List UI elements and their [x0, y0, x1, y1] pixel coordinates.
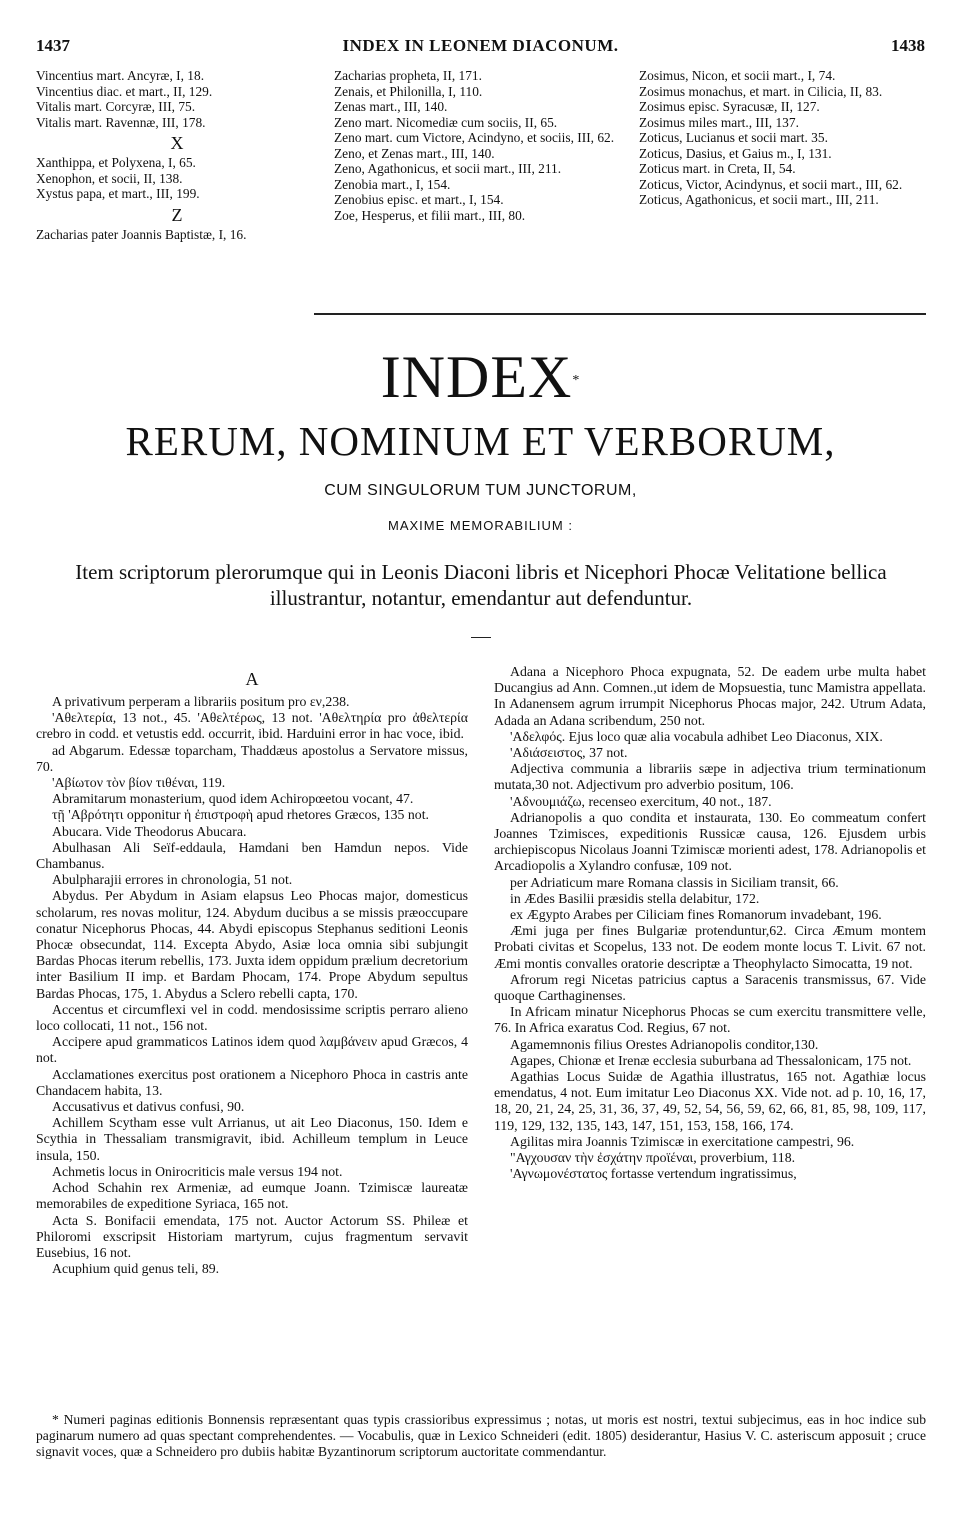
index-entry: Adrianopolis a quo condita et instaurata, 130. Eo commeatum confert Joannes Tzimisces, expeditionis Russicæ causa, 126. Ejusdem urbis archiepiscopus Nicolaus Joanni Tzimiscæ morienti adest, 178. Adrianopolis et Arcadiopolis a Xylandro confusæ, 109 not.	[494, 809, 926, 874]
index-entry: Zeno mart. Nicomediæ cum sociis, II, 65.	[334, 114, 558, 130]
index-entry: Zoticus, Victor, Acindynus, et socii mart., III, 62.	[639, 176, 903, 192]
index-entry: Abydus. Per Abydum in Asiam elapsus Leo Phocas major, domesticus scholarum, res novas molitur, 124. Abydum ducibus a se missis præoccupare conatur Nicephorus Phocas, 44. Abydi episcopus Stephanus seditioni Leonis Phocæ obsecundat, 114. Excepta Abydo, Asiæ loca omnia sibi subjungit Bardas Phocas iterum rebellis, 173. Juxta idem oppidum prælium decretorium inter Basilium II imp. et Bardam Phocam, 174. Prope Abydum sepultus Bardas Phocas, 175, 1. Abydus a Sclero rebelli capta, 170.	[36, 888, 468, 1001]
section-letter: A	[245, 669, 259, 689]
index-entry: Zosimus episc. Syracusæ, II, 127.	[639, 99, 820, 114]
index-entry: Agamemnonis filius Orestes Adrianopolis conditor,130.	[510, 1036, 819, 1052]
page-number-right: 1438	[891, 36, 925, 55]
index-entry: Adjectiva communia a librariis sæpe in adjectiva trium terminationum mutata,30 not. Adjectivum pro adverbio positum, 106.	[494, 761, 926, 793]
index-entry: Afrorum regi Nicetas patricius captus a Saracenis transmissus, 67. Vide quoque Carthaginenses.	[494, 971, 926, 1004]
index-entry: Accipere apud grammaticos Latinos idem quod λαμβάνειν apud Græcos, 4 not.	[36, 1034, 468, 1066]
footnote-mark: *	[572, 373, 581, 388]
index-entry: Xenophon, et socii, II, 138.	[36, 170, 183, 186]
index-entry: Zoticus, Agathonicus, et socii mart., III, 211.	[639, 192, 879, 207]
saints-column-2	[334, 68, 624, 223]
index-entry: 'Αδιάσειστος, 37 not.	[510, 745, 628, 761]
index-entry: Abramitarum monasterium, quod idem Achiropœetou vocant, 47.	[52, 791, 414, 807]
index-entry: Zenobia mart., I, 154.	[334, 176, 451, 192]
index-entry: Zeno mart. cum Victore, Acindyno, et sociis, III, 62.	[334, 130, 615, 145]
index-entry: Abucara. Vide Theodorus Abucara.	[52, 823, 247, 839]
footnote	[36, 1412, 926, 1460]
index-entries-left	[36, 694, 468, 1277]
index-entry: 'Αβίωτον τὸν βίον τιθέναι, 119.	[52, 775, 226, 791]
index-entry: ex Ægypto Arabes per Ciliciam fines Romanorum invadebant, 196.	[510, 907, 882, 923]
index-description: Item scriptorum plerorumque qui in Leonis Diaconi libris et Nicephori Phocæ Velitatione bellica illustrantur, notantur, emendantur aut defenduntur.	[75, 560, 887, 610]
index-entry: Zeno, et Zenas mart., III, 140.	[334, 145, 495, 161]
index-entry: Achmetis locus in Onirocriticis male versus 194 not.	[52, 1163, 343, 1179]
index-entries-right	[494, 664, 926, 1183]
index-entry: Agilitas mira Joannis Tzimiscæ in exercitatione campestri, 96.	[510, 1133, 855, 1149]
index-entry: "Αγχουσαν τὴν ἐσχάτην προϊέναι, proverbium, 118.	[510, 1150, 796, 1166]
index-subtitle: RERUM, NOMINUM ET VERBORUM,	[125, 418, 836, 464]
index-subtitle-2: CUM SINGULORUM TUM JUNCTORUM,	[324, 482, 637, 499]
index-subtitle-3: MAXIME MEMORABILIUM :	[388, 518, 573, 533]
index-entry: Vitalis mart. Ravennæ, III, 178.	[36, 114, 206, 130]
index-body	[36, 664, 926, 1412]
saints-column-3	[639, 68, 929, 208]
page-number-left: 1437	[36, 36, 70, 55]
index-title-text: INDEX	[380, 344, 573, 410]
index-entry: Vincentius diac. et mart., II, 129.	[36, 83, 213, 99]
section-letter: Z	[171, 204, 183, 225]
index-entry: Acta S. Bonifacii emendata, 175 not. Auctor Actorum SS. Phileæ et Philoromi exscripsit Historiam martyrum, cujus fragmentum servavit Eusebius, 16 not.	[36, 1212, 468, 1260]
footnote-text: * Numeri paginas editionis Bonnensis repræsentant quas typis crassioribus expressimus ; notas, ut moris est nostri, textui subjecimus, eas in hoc indice sub paginarum numero ad quas spectant comprehendentes. — Vocabulis, quæ in Lexico Schneideri (edit. 1805) desiderantur, Hasius V. C. asteriscum apposuit ; cruce signavit voces, quæ a Schneidero pro dubiis habitæ Byzantinorum scriptorum auctoritate commendantur.	[36, 1412, 926, 1459]
index-entry: 'Αδελφός. Ejus loco quæ alia vocabula adhibet Leo Diaconus, XIX.	[510, 728, 883, 744]
index-entry: per Adriaticum mare Romana classis in Siciliam transit, 66.	[510, 874, 839, 890]
index-title	[0, 345, 961, 409]
section-letter: X	[170, 133, 184, 153]
index-entry: ad Abgarum. Edessæ toparcham, Thaddæus apostolus a Servatore missus, 70.	[36, 742, 468, 774]
index-entry: A privativum perperam a librariis positum pro εν,238.	[52, 694, 350, 709]
index-entry: Zenas mart., III, 140.	[334, 99, 448, 114]
index-entry: Achillem Scytham esse vult Arrianus, ut ait Leo Diaconus, 150. Idem e Scythia in Thessaliam transmigravit, ibid. Achilleum templum in Leuce insula, 150.	[36, 1115, 468, 1163]
index-entry: Zenobius episc. et mart., I, 154.	[334, 192, 504, 207]
index-entry: 'Αδνουμιάζω, recenseo exercitum, 40 not., 187.	[510, 793, 772, 809]
saints-index-columns	[36, 68, 926, 298]
saints-column-1	[36, 68, 318, 242]
index-entry: Zosimus, Nicon, et socii mart., I, 74.	[639, 68, 836, 83]
index-entry: In Africam minatur Nicephorus Phocas se cum exercitu transmittere velle, 76. In Africa exaratus Cod. Regius, 67 not.	[494, 1004, 926, 1036]
index-entry: Zeno, Agathonicus, et socii mart., III, 211.	[334, 161, 562, 176]
index-column-right	[494, 664, 926, 1183]
index-entry: Æmi juga per fines Bulgariæ protenduntur,62. Circa Æmum montem Probati civitas et Scopelus, 133 not. De eodem monte locus T. Livit. 67 not. Æmi montis convalles oratorie descriptæ a Theophylacto Simocatta, 19 not.	[494, 923, 926, 971]
index-entry: Zoticus mart. in Creta, II, 54.	[639, 161, 796, 176]
index-entry: Xystus papa, et mart., III, 199.	[36, 186, 200, 201]
index-entry: Agapes, Chionæ et Irenæ ecclesia suburbana ad Thessalonicam, 175 not.	[510, 1052, 912, 1068]
index-entry: Achod Schahin rex Armeniæ, ad eumque Joann. Tzimiscæ laureatæ memorabiles de expeditione Syriaca, 165 not.	[36, 1180, 468, 1212]
index-entry: Abulpharajii errores in chronologia, 51 not.	[52, 872, 293, 888]
page-header	[36, 36, 925, 58]
index-entry: Accentus et circumflexi vel in codd. mendosissime scriptis perraro alieno loco collocati, 11 not., 156 not.	[36, 1001, 468, 1034]
short-divider	[471, 637, 491, 638]
index-entry: in Ædes Basilii præsidis stella delabitur, 172.	[510, 890, 760, 906]
index-entry: Abulhasan Ali Seïf-eddaula, Hamdani ben Hamdun nepos. Vide Chambanus.	[36, 839, 468, 872]
index-entry: Vitalis mart. Corcyræ, III, 75.	[36, 99, 196, 114]
index-entry: Acclamationes exercitus post orationem a Nicephoro Phoca in castris ante Chandacem habita, 13.	[36, 1066, 468, 1098]
index-entry: Zacharias pater Joannis Baptistæ, I, 16.	[36, 226, 247, 242]
index-entry: Acuphium quid genus teli, 89.	[52, 1261, 220, 1277]
index-column-left	[36, 664, 468, 1277]
index-entry: τῇ 'Αβρότητι opponitur ἡ ἐπιστροφὴ apud rhetores Græcos, 135 not.	[52, 807, 429, 823]
index-entry: Zenais, et Philonilla, I, 110.	[334, 83, 483, 99]
index-entry: 'Αγνωμονέστατος fortasse vertendum ingratissimus,	[510, 1166, 797, 1182]
index-entry: Vincentius mart. Ancyræ, I, 18.	[36, 68, 205, 83]
index-entry: Adana a Nicephoro Phoca expugnata, 52. De eadem urbe multa habet Ducangius ad Ann. Comnen.,ut idem de Mopsuestia, tunc Mamistra appellata. In Adanensem agrum irrumpit Nicephorus Phocas major, 242. Utrum Adata, Adada an Adana scribendum, 250 not.	[494, 664, 926, 728]
index-entry: Zoe, Hesperus, et filii mart., III, 80.	[334, 207, 526, 223]
index-entry: Agathias Locus Suidæ de Agathia illustratus, 165 not. Agathiæ locus emendatus, 4 not. Eum imitatur Leo Diaconus XX. Vide not. ad p. 10, 16, 17, 18, 20, 21, 24, 25, 31, 36, 37, 49, 52, 54, 56, 59, 62, 66, 81, 85, 98, 109, 117, 119, 129, 132, 135, 143, 147, 151, 153, 158, 166, 174.	[494, 1069, 926, 1133]
section-divider	[314, 313, 926, 315]
index-entry: Xanthippa, et Polyxena, I, 65.	[36, 155, 196, 170]
index-entry: Zoticus, Dasius, et Gaius m., I, 131.	[639, 145, 832, 161]
index-entry: Accusativus et dativus confusi, 90.	[52, 1099, 245, 1115]
index-entry: Zosimus miles mart., III, 137.	[639, 114, 799, 130]
index-entry: Zosimus monachus, et mart. in Cilicia, II, 83.	[639, 83, 883, 99]
index-entry: Zoticus, Lucianus et socii mart. 35.	[639, 130, 828, 145]
running-title: INDEX IN LEONEM DIACONUM.	[342, 36, 619, 55]
index-entry: 'Αθελτερία, 13 not., 45. 'Αθελτέρως, 13 not. 'Αθελτηρία pro ἀθελτερία crebro in codd. et vetustis edd. occurrit, ibid. Harduini error in hac voce, ibid.	[36, 710, 468, 742]
index-entry: Zacharias propheta, II, 171.	[334, 68, 482, 83]
